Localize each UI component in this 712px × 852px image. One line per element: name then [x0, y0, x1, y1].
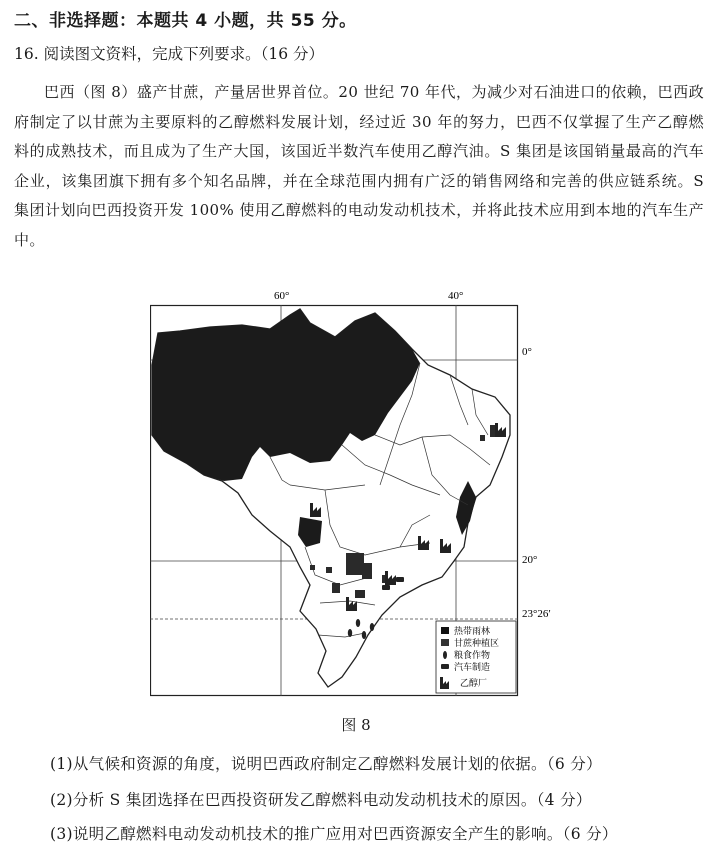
legend-car: 汽车制造 [454, 662, 491, 672]
legend-grain-icon [443, 651, 447, 659]
grain-icon [362, 631, 366, 639]
subquestion-1: (1)从气候和资源的角度，说明巴西政府制定乙醇燃料发展计划的依据。（6 分） [50, 755, 602, 773]
car-icon [396, 577, 404, 582]
legend-ethanol: 乙醇厂 [460, 678, 488, 688]
subquestion-2: (2)分析 S 集团选择在巴西投资研发乙醇燃料电动发动机技术的原因。（4 分） [50, 791, 592, 809]
lon-label-40: 40° [448, 290, 464, 302]
legend-grain: 粮食作物 [454, 650, 491, 660]
brazil-map [150, 285, 590, 703]
question-passage: 巴西（图 8）盛产甘蔗，产量居世界首位。20 世纪 70 年代，为减少对石油进口的依赖，巴西政府制定了以甘蔗为主要原料的乙醇燃料发展计划，经过近 30 年的努力，巴西不仅掌握了生产乙醇燃料的成熟技术，而且成为了生产大国，该国近半数汽车使用乙醇汽油。S 集团是该国销量最高的汽车企业，该集团旗下拥有多个知名品牌，并在全球范围内拥有广泛的销售网络和完善的供应链系统。S 集团计划向巴西投资开发 100% 使用乙醇燃料的电动发动机技术，并将此技术应用到本地的汽车生产中。 [14, 83, 704, 249]
lat-label-20: 20° [522, 554, 538, 566]
section-title: 二、非选择题：本题共 4 小题，共 55 分。 [14, 11, 357, 31]
legend-rainforest: 热带雨林 [454, 626, 491, 636]
legend-sugarcane: 甘蔗种植区 [454, 638, 500, 648]
grain-icon [348, 629, 352, 637]
lat-label-tropic: 23°26′ [522, 608, 551, 620]
lat-label-0: 0° [522, 346, 532, 358]
subquestion-3: (3)说明乙醇燃料电动发动机技术的推广应用对巴西资源安全产生的影响。（6 分） [50, 825, 618, 843]
car-icon [382, 585, 390, 590]
figure-caption: 图 8 [341, 716, 371, 734]
lon-label-60: 60° [274, 290, 290, 302]
map-legend [436, 621, 516, 693]
grain-icon [370, 623, 374, 631]
grain-icon [356, 619, 360, 627]
legend-car-icon [441, 664, 449, 669]
question-title: 16. 阅读图文资料，完成下列要求。（16 分） [14, 45, 324, 63]
